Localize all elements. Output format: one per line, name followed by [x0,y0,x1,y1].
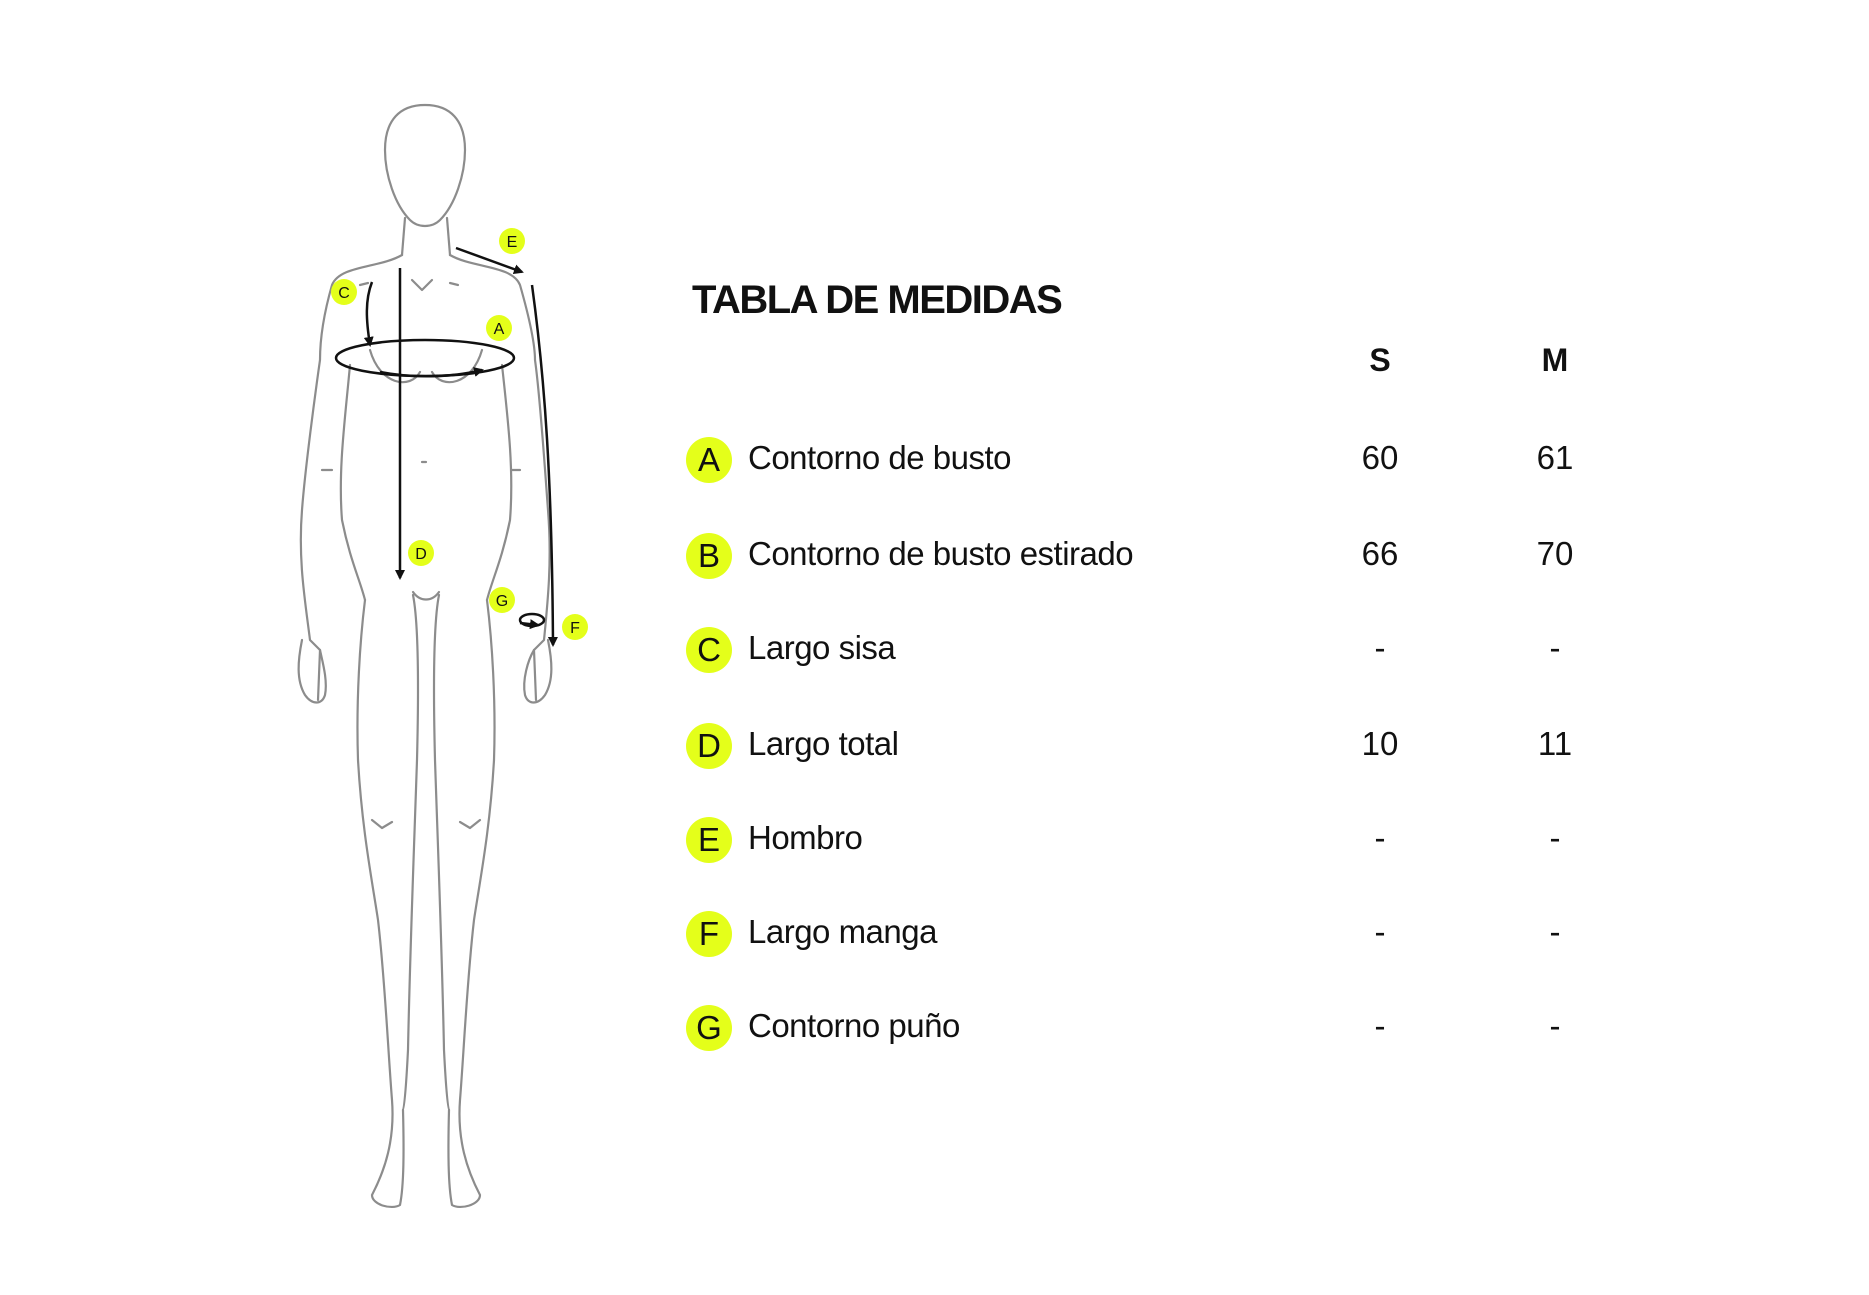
svg-text:F: F [570,620,580,637]
row-label: Contorno de busto [748,439,1012,476]
bust-circumference-guide [336,340,514,376]
size-s-value: - [1374,913,1386,950]
size-m-value: 61 [1536,439,1574,476]
row-letter-badge: E [686,817,732,863]
svg-text:E: E [506,234,518,251]
table-row [0,627,1869,687]
size-s-value: 66 [1361,535,1399,572]
table-row [0,817,1869,877]
table-row [0,533,1869,593]
row-letter-badge: G [686,1005,732,1051]
row-label: Hombro [748,819,863,856]
column-header-s: S [1369,342,1391,378]
row-letter-badge: C [686,627,732,673]
size-s-value: 60 [1361,439,1399,476]
svg-text:G: G [495,593,509,610]
marker-e [499,228,525,254]
row-label: Contorno puño [748,1007,960,1044]
table-row [0,911,1869,971]
table-row [0,437,1869,497]
size-m-value: 70 [1536,535,1574,572]
armhole-guide [367,282,372,345]
marker-a [486,315,512,341]
size-m-value: - [1549,819,1561,856]
page-title: TABLA DE MEDIDAS [692,278,1062,322]
row-letter-badge: A [686,437,732,483]
size-m-value: - [1549,913,1561,950]
row-letter-badge: B [686,533,732,579]
row-letter-badge: F [686,911,732,957]
row-label: Contorno de busto estirado [748,535,1134,572]
size-m-value: - [1549,1007,1561,1044]
svg-text:D: D [415,546,427,563]
column-header-m: M [1541,342,1569,378]
table-row [0,723,1869,783]
row-label: Largo total [748,725,899,762]
size-s-value: 10 [1361,725,1399,762]
size-s-value: - [1374,819,1386,856]
svg-text:A: A [493,321,505,338]
row-letter-badge: D [686,723,732,769]
marker-c [331,279,357,305]
table-row [0,1005,1869,1065]
row-label: Largo sisa [748,629,896,666]
size-s-value: - [1374,629,1386,666]
size-m-value: 11 [1537,725,1573,762]
row-label: Largo manga [748,913,937,950]
size-m-value: - [1549,629,1561,666]
svg-text:C: C [338,285,350,302]
size-s-value: - [1374,1007,1386,1044]
